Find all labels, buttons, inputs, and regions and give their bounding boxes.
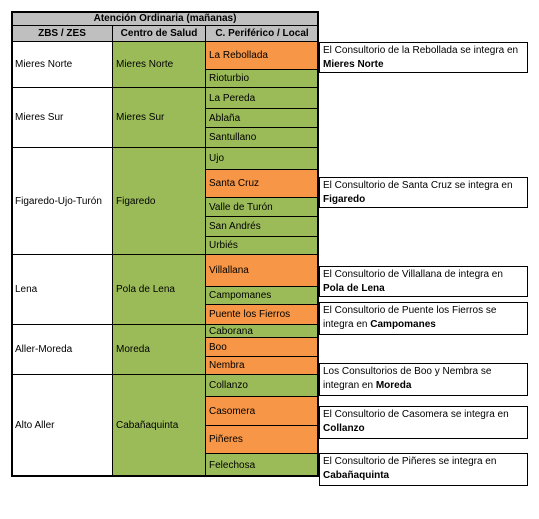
note-casomera: El Consultorio de Casomera se integra en Collanzo [319,406,528,439]
local-cell: Nembra [205,357,319,375]
local-cell: Casomera [205,397,319,426]
local-cell: Puente los Fierros [205,305,319,325]
column-header-local: C. Periférico / Local [205,25,319,42]
local-cell: Collanzo [205,375,319,397]
local-cell: Piñeres [205,426,319,454]
note-pineres: El Consultorio de Piñeres se integra en Cabañaquinta [319,453,528,486]
local-cell: Urbiés [205,237,319,255]
local-cell: Ujo [205,148,319,170]
local-cell: La Pereda [205,88,319,109]
local-cell: Valle de Turón [205,198,319,217]
table-title: Atención Ordinaria (mañanas) [11,11,319,25]
note-santa-cruz: El Consultorio de Santa Cruz se integra en Figaredo [319,177,528,208]
local-cell: Campomanes [205,287,319,305]
zbs-cell: Mieres Sur [11,88,112,148]
centro-salud-cell: Moreda [112,325,205,375]
note-rebollada: El Consultorio de la Rebollada se integra en Mieres Norte [319,42,528,73]
note-villallana: El Consultorio de Villallana de integra en Pola de Lena [319,266,528,297]
note-puente-los-fierros: El Consultorio de Puente los Fierros se integra en Campomanes [319,302,528,335]
local-cell: Santullano [205,128,319,148]
local-cell: Felechosa [205,454,319,477]
centro-salud-cell: Figaredo [112,148,205,255]
local-cell: La Rebollada [205,42,319,70]
centro-salud-cell: Cabañaquinta [112,375,205,477]
local-cell: Rioturbio [205,70,319,88]
local-cell: Ablaña [205,109,319,128]
local-cell: Santa Cruz [205,170,319,198]
centro-salud-cell: Mieres Sur [112,88,205,148]
local-cell: Boo [205,338,319,357]
centro-salud-cell: Mieres Norte [112,42,205,88]
local-cell: Villallana [205,255,319,287]
column-header-zbs: ZBS / ZES [11,25,112,42]
zbs-cell: Alto Aller [11,375,112,477]
local-cell: Caborana [205,325,319,338]
local-cell: San Andrés [205,217,319,237]
zbs-cell: Figaredo-Ujo-Turón [11,148,112,255]
column-header-centro: Centro de Salud [112,25,205,42]
zbs-cell: Aller-Moreda [11,325,112,375]
centro-salud-cell: Pola de Lena [112,255,205,325]
zbs-cell: Lena [11,255,112,325]
zbs-cell: Mieres Norte [11,42,112,88]
note-boo-nembra: Los Consultorios de Boo y Nembra se integran en Moreda [319,363,528,396]
